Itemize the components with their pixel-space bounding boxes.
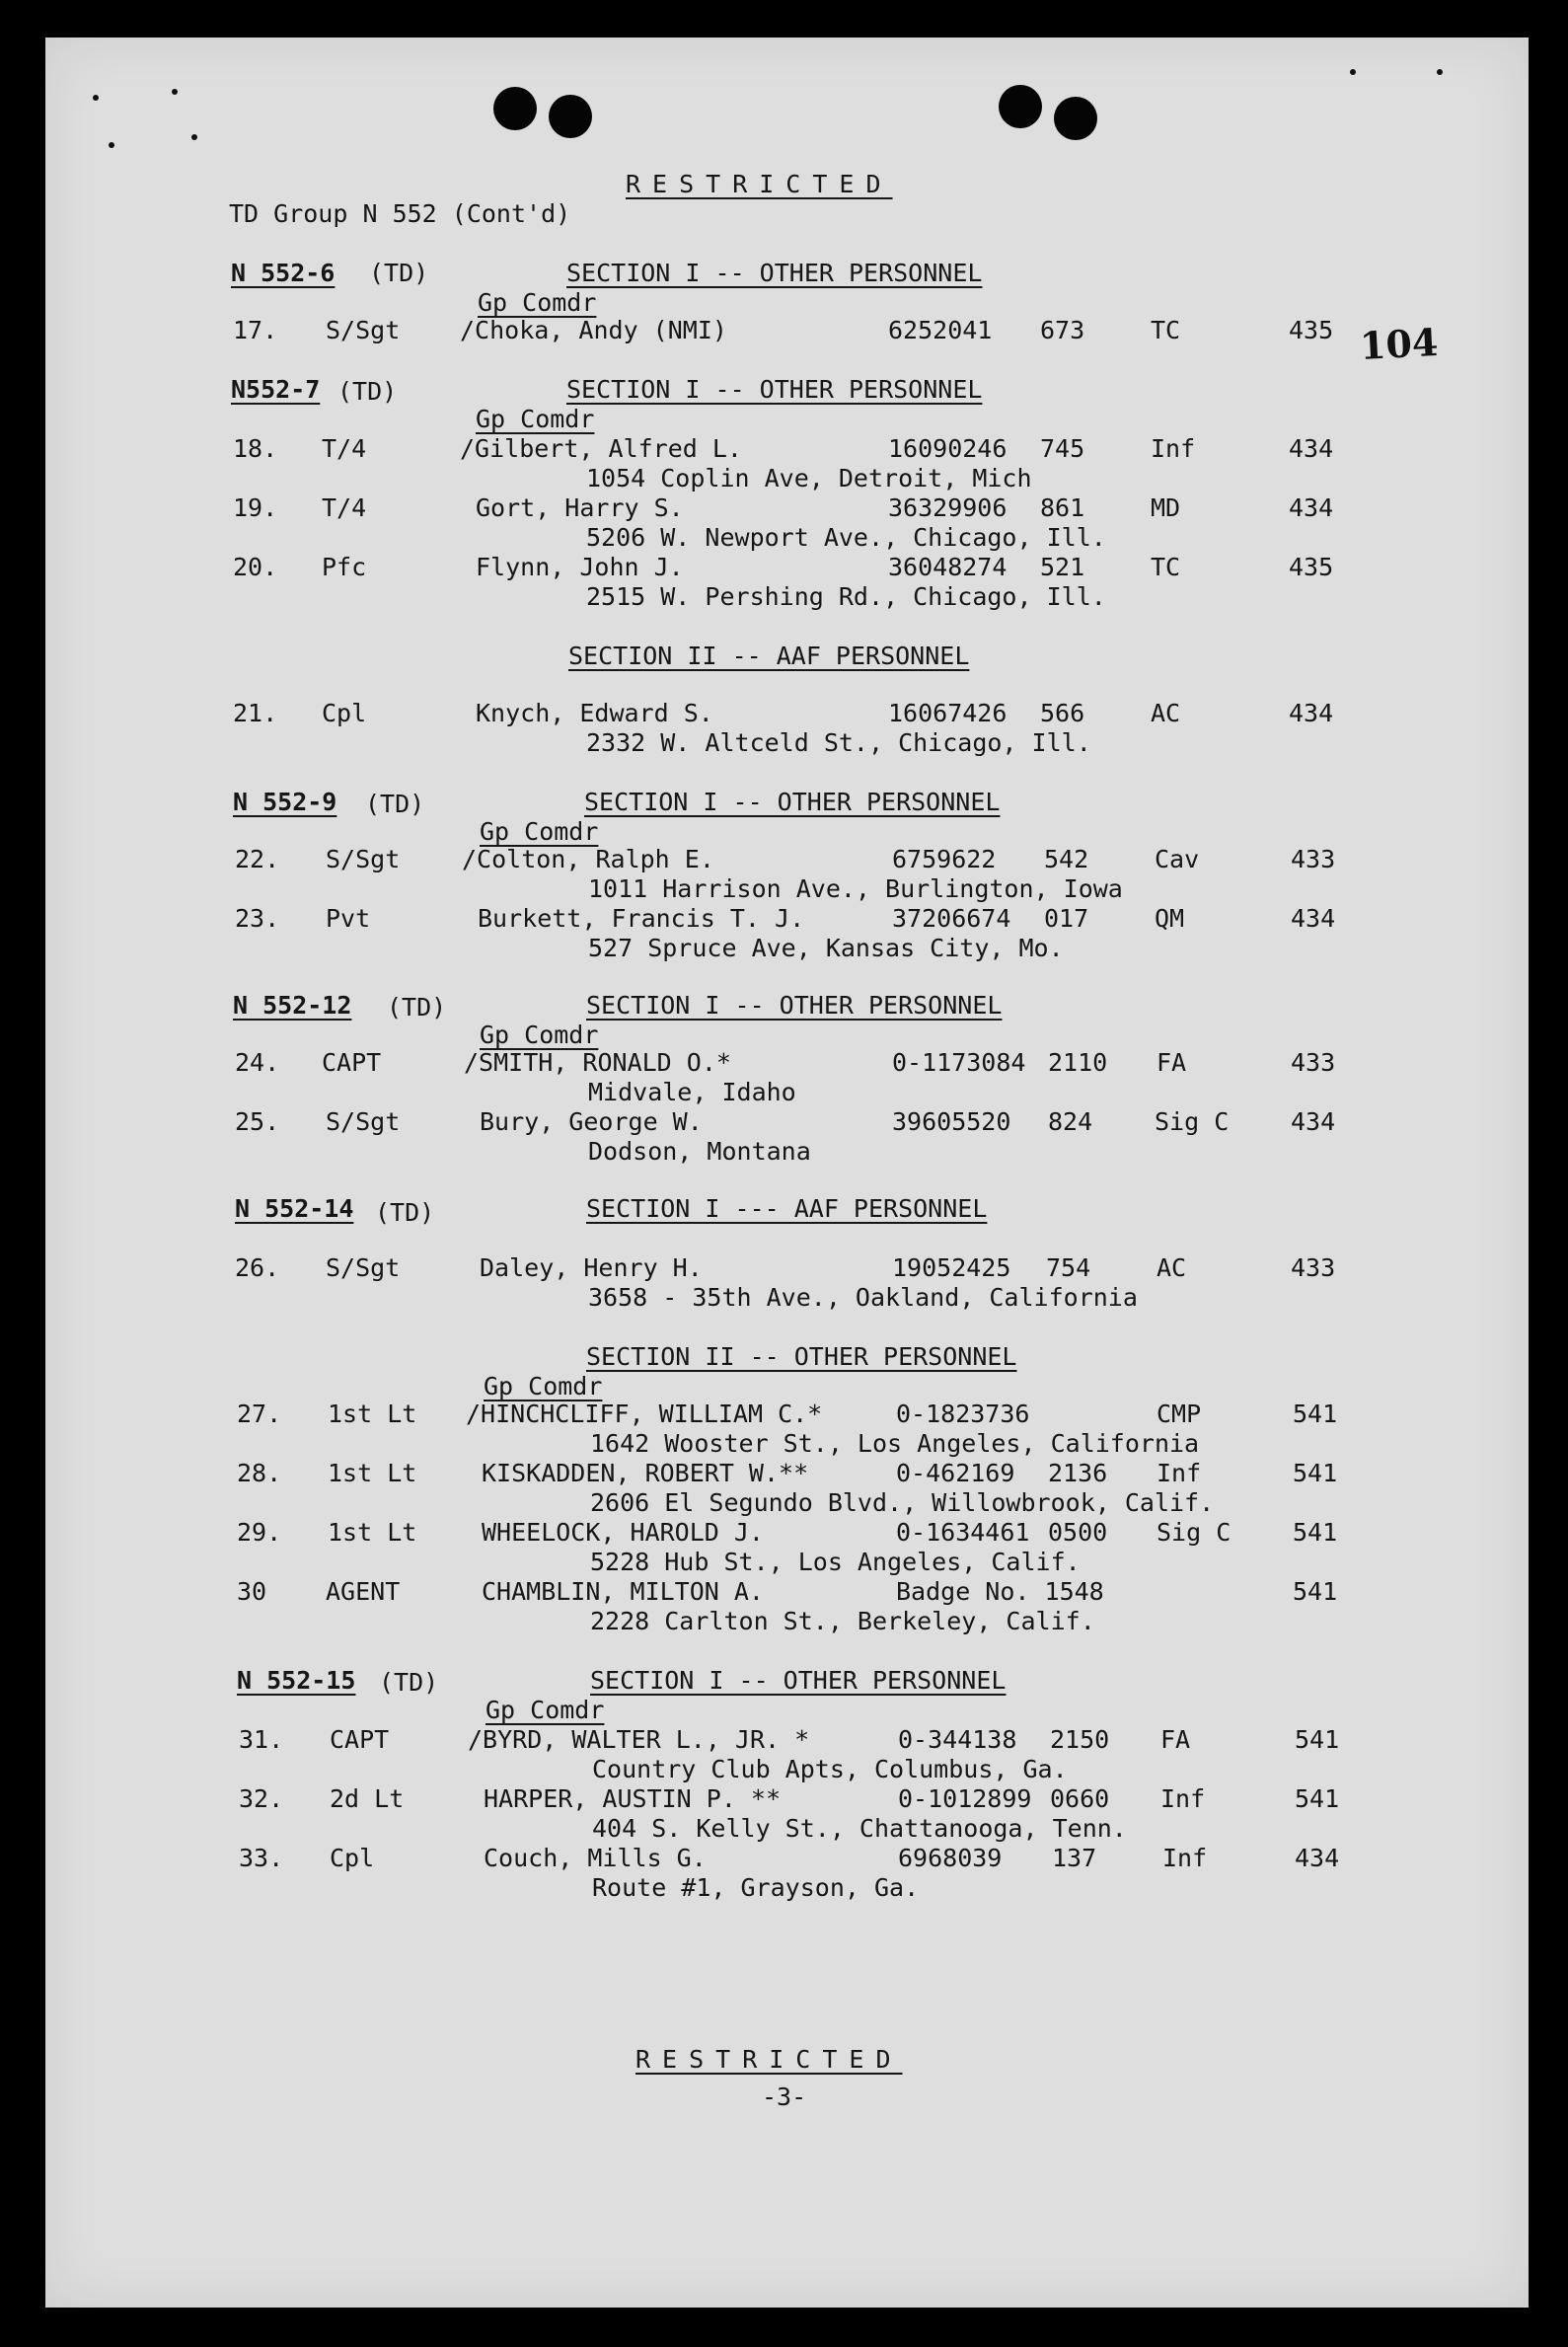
- entry-name: HARPER, AUSTIN P. **: [484, 1784, 782, 1813]
- entry-serial: 0-1634461: [896, 1518, 1030, 1547]
- speck: [1350, 69, 1356, 75]
- entry-serial: 39605520: [892, 1107, 1011, 1136]
- entry-value: 434: [1289, 434, 1334, 463]
- punch-hole: [493, 87, 537, 130]
- entry-serial: 0-1823736: [896, 1400, 1030, 1428]
- entry-number: 27.: [237, 1400, 282, 1428]
- entry-number: 29.: [237, 1518, 282, 1547]
- entry-number: 18.: [233, 434, 278, 463]
- entry-address: 5228 Hub St., Los Angeles, Calif.: [590, 1548, 1081, 1576]
- gp-comdr-label: Gp Comdr: [484, 1372, 603, 1401]
- group-suffix: (TD): [387, 993, 447, 1022]
- entry-code: 824: [1048, 1107, 1093, 1136]
- entry-name: /Choka, Andy (NMI): [460, 316, 727, 344]
- entry-number: 30: [237, 1577, 267, 1606]
- entry-serial: 6252041: [888, 316, 993, 344]
- group-title: TD Group N 552 (Cont'd): [229, 199, 571, 228]
- entry-serial: 0-1173084: [892, 1048, 1026, 1077]
- section-heading: SECTION I --- AAF PERSONNEL: [586, 1194, 988, 1223]
- entry-serial: 19052425: [892, 1253, 1011, 1282]
- entry-value: 435: [1289, 553, 1334, 581]
- entry-rank: 1st Lt: [328, 1518, 417, 1547]
- entry-branch: AC: [1151, 699, 1181, 727]
- entry-name: KISKADDEN, ROBERT W.**: [482, 1459, 809, 1487]
- entry-name: /Colton, Ralph E.: [462, 845, 714, 873]
- group-label: N 552-15: [237, 1666, 356, 1695]
- entry-address: 1054 Coplin Ave, Detroit, Mich: [586, 464, 1032, 492]
- entry-value: 541: [1293, 1400, 1338, 1428]
- entry-number: 33.: [239, 1844, 284, 1872]
- section-heading: SECTION I -- OTHER PERSONNEL: [566, 259, 983, 287]
- entry-branch: MD: [1151, 493, 1181, 522]
- entry-serial: 16067426: [888, 699, 1008, 727]
- entry-code: 521: [1040, 553, 1085, 581]
- entry-code: 2150: [1050, 1725, 1110, 1754]
- entry-number: 31.: [239, 1725, 284, 1754]
- entry-code: 745: [1040, 434, 1085, 463]
- entry-value: 435: [1289, 316, 1334, 344]
- entry-address: 5206 W. Newport Ave., Chicago, Ill.: [586, 523, 1106, 552]
- entry-branch: TC: [1151, 553, 1181, 581]
- group-suffix: (TD): [375, 1198, 435, 1227]
- entry-rank: AGENT: [326, 1577, 401, 1606]
- entry-code: 2110: [1048, 1048, 1108, 1077]
- gp-comdr-label: Gp Comdr: [478, 288, 597, 317]
- gp-comdr-label: Gp Comdr: [476, 405, 595, 433]
- entry-number: 25.: [235, 1107, 280, 1136]
- entry-number: 19.: [233, 493, 278, 522]
- entry-address: 404 S. Kelly St., Chattanooga, Tenn.: [592, 1814, 1127, 1843]
- entry-value: 434: [1291, 1107, 1336, 1136]
- entry-branch: FA: [1160, 1725, 1191, 1754]
- entry-number: 32.: [239, 1784, 284, 1813]
- entry-branch: TC: [1151, 316, 1181, 344]
- entry-address: 2332 W. Altceld St., Chicago, Ill.: [586, 728, 1091, 757]
- entry-rank: CAPT: [330, 1725, 390, 1754]
- entry-branch: Sig C: [1157, 1518, 1232, 1547]
- entry-name: CHAMBLIN, MILTON A.: [482, 1577, 764, 1606]
- speck: [191, 134, 197, 140]
- entry-rank: Cpl: [330, 1844, 375, 1872]
- section-heading: SECTION II -- AAF PERSONNEL: [568, 642, 970, 670]
- punch-hole: [999, 85, 1042, 128]
- entry-name: /BYRD, WALTER L., JR. *: [468, 1725, 810, 1754]
- group-label: N 552-14: [235, 1194, 354, 1223]
- entry-address: 2228 Carlton St., Berkeley, Calif.: [590, 1607, 1095, 1635]
- entry-name: Burkett, Francis T. J.: [478, 904, 805, 933]
- entry-rank: Cpl: [322, 699, 367, 727]
- group-suffix: (TD): [369, 259, 429, 287]
- entry-name: Bury, George W.: [480, 1107, 703, 1136]
- entry-branch: CMP: [1157, 1400, 1202, 1428]
- entry-value: 434: [1295, 1844, 1340, 1872]
- speck: [93, 95, 99, 101]
- entry-address: 3658 - 35th Ave., Oakland, California: [588, 1283, 1138, 1312]
- group-label: N552-7: [231, 375, 321, 404]
- entry-rank: 1st Lt: [328, 1459, 417, 1487]
- group-suffix: (TD): [337, 377, 398, 406]
- entry-number: 17.: [233, 316, 278, 344]
- entry-rank: T/4: [322, 434, 367, 463]
- entry-name: Couch, Mills G.: [484, 1844, 707, 1872]
- entry-rank: CAPT: [322, 1048, 382, 1077]
- entry-branch: Inf: [1160, 1784, 1206, 1813]
- entry-name: Daley, Henry H.: [480, 1253, 703, 1282]
- entry-serial: 0-462169: [896, 1459, 1015, 1487]
- entry-serial: 6968039: [898, 1844, 1003, 1872]
- entry-name: Gort, Harry S.: [476, 493, 684, 522]
- entry-serial: 36048274: [888, 553, 1008, 581]
- entry-name: /SMITH, RONALD O.*: [464, 1048, 731, 1077]
- group-label: N 552-6: [231, 259, 336, 287]
- entry-code: 861: [1040, 493, 1085, 522]
- entry-address: Country Club Apts, Columbus, Ga.: [592, 1755, 1068, 1783]
- page-stamp-number: 104: [1358, 319, 1440, 369]
- entry-branch: Cav: [1155, 845, 1200, 873]
- entry-code: 2136: [1048, 1459, 1108, 1487]
- entry-rank: 1st Lt: [328, 1400, 417, 1428]
- entry-value: 541: [1293, 1518, 1338, 1547]
- entry-name: Knych, Edward S.: [476, 699, 713, 727]
- entry-number: 24.: [235, 1048, 280, 1077]
- punch-hole: [549, 95, 592, 138]
- entry-serial: 0-344138: [898, 1725, 1017, 1754]
- entry-number: 23.: [235, 904, 280, 933]
- entry-value: 541: [1293, 1459, 1338, 1487]
- entry-number: 22.: [235, 845, 280, 873]
- entry-address: 527 Spruce Ave, Kansas City, Mo.: [588, 934, 1064, 962]
- entry-serial: 16090246: [888, 434, 1008, 463]
- entry-address: 2606 El Segundo Blvd., Willowbrook, Calif.: [590, 1488, 1215, 1517]
- entry-name: WHEELOCK, HAROLD J.: [482, 1518, 764, 1547]
- entry-rank: 2d Lt: [330, 1784, 405, 1813]
- entry-rank: Pfc: [322, 553, 367, 581]
- entry-serial: 0-1012899: [898, 1784, 1032, 1813]
- entry-branch: FA: [1157, 1048, 1187, 1077]
- section-heading: SECTION I -- OTHER PERSONNEL: [586, 991, 1003, 1020]
- entry-code: 542: [1044, 845, 1089, 873]
- entry-address: Dodson, Montana: [588, 1137, 811, 1166]
- entry-value: 433: [1291, 1048, 1336, 1077]
- entry-value: 434: [1289, 699, 1334, 727]
- entry-address: Midvale, Idaho: [588, 1078, 796, 1106]
- entry-value: 541: [1295, 1784, 1340, 1813]
- entry-address: 1642 Wooster St., Los Angeles, California: [590, 1429, 1200, 1458]
- group-suffix: (TD): [379, 1668, 439, 1697]
- entry-number: 21.: [233, 699, 278, 727]
- entry-address: 1011 Harrison Ave., Burlington, Iowa: [588, 874, 1123, 903]
- entry-serial: 36329906: [888, 493, 1008, 522]
- entry-name: /Gilbert, Alfred L.: [460, 434, 742, 463]
- entry-rank: Pvt: [326, 904, 371, 933]
- entry-branch: QM: [1155, 904, 1185, 933]
- section-heading: SECTION I -- OTHER PERSONNEL: [590, 1666, 1007, 1695]
- speck: [109, 142, 114, 148]
- entry-number: 28.: [237, 1459, 282, 1487]
- entry-value: 434: [1291, 904, 1336, 933]
- section-heading: SECTION I -- OTHER PERSONNEL: [566, 375, 983, 404]
- entry-serial: Badge No. 1548: [896, 1577, 1104, 1606]
- section-heading: SECTION I -- OTHER PERSONNEL: [584, 788, 1001, 816]
- entry-branch: Inf: [1151, 434, 1196, 463]
- section-heading: SECTION II -- OTHER PERSONNEL: [586, 1342, 1017, 1371]
- entry-value: 433: [1291, 845, 1336, 873]
- entry-rank: S/Sgt: [326, 1107, 401, 1136]
- restricted-header: RESTRICTED: [626, 170, 893, 198]
- entry-value: 541: [1295, 1725, 1340, 1754]
- entry-rank: T/4: [322, 493, 367, 522]
- speck: [172, 89, 178, 95]
- group-label: N 552-12: [233, 991, 352, 1020]
- entry-number: 20.: [233, 553, 278, 581]
- entry-name: /HINCHCLIFF, WILLIAM C.*: [466, 1400, 823, 1428]
- entry-code: 0500: [1048, 1518, 1108, 1547]
- entry-value: 541: [1293, 1577, 1338, 1606]
- entry-code: 137: [1052, 1844, 1097, 1872]
- entry-code: 754: [1046, 1253, 1091, 1282]
- entry-branch: Sig C: [1155, 1107, 1230, 1136]
- group-suffix: (TD): [365, 790, 425, 818]
- entry-address: Route #1, Grayson, Ga.: [592, 1873, 920, 1902]
- gp-comdr-label: Gp Comdr: [480, 817, 599, 846]
- page-number: -3-: [762, 2082, 807, 2111]
- entry-code: 0660: [1050, 1784, 1110, 1813]
- punch-hole: [1054, 97, 1097, 140]
- entry-value: 434: [1289, 493, 1334, 522]
- entry-address: 2515 W. Pershing Rd., Chicago, Ill.: [586, 582, 1106, 611]
- gp-comdr-label: Gp Comdr: [485, 1696, 605, 1724]
- gp-comdr-label: Gp Comdr: [480, 1021, 599, 1049]
- entry-name: Flynn, John J.: [476, 553, 684, 581]
- entry-branch: Inf: [1162, 1844, 1208, 1872]
- entry-code: 673: [1040, 316, 1085, 344]
- entry-code: 017: [1044, 904, 1089, 933]
- entry-rank: S/Sgt: [326, 845, 401, 873]
- entry-serial: 37206674: [892, 904, 1011, 933]
- restricted-footer: RESTRICTED: [635, 2045, 903, 2074]
- entry-branch: AC: [1157, 1253, 1187, 1282]
- entry-value: 433: [1291, 1253, 1336, 1282]
- group-label: N 552-9: [233, 788, 337, 816]
- entry-serial: 6759622: [892, 845, 997, 873]
- entry-code: 566: [1040, 699, 1085, 727]
- entry-number: 26.: [235, 1253, 280, 1282]
- entry-rank: S/Sgt: [326, 1253, 401, 1282]
- entry-rank: S/Sgt: [326, 316, 401, 344]
- entry-branch: Inf: [1157, 1459, 1202, 1487]
- speck: [1437, 69, 1443, 75]
